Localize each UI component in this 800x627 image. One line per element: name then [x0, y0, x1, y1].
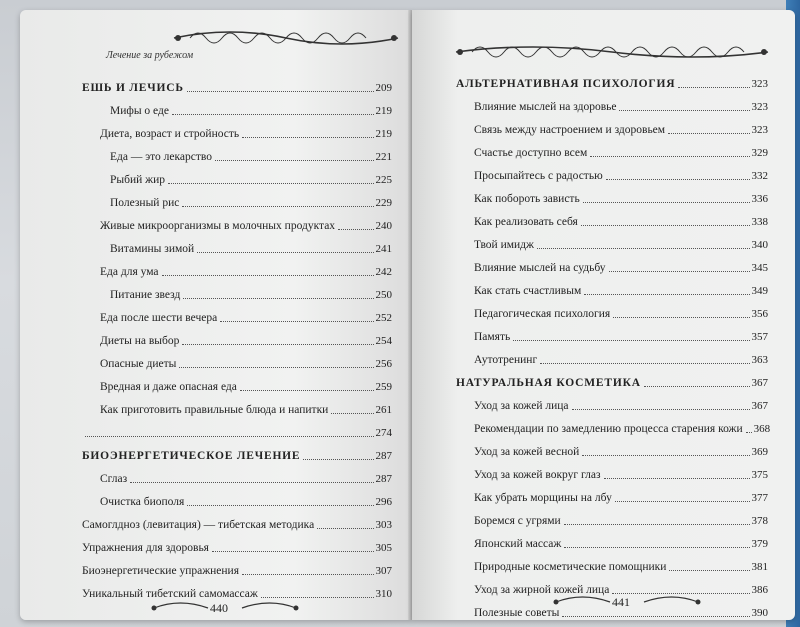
- toc-section: [82, 440, 392, 463]
- toc-entry: [456, 275, 768, 298]
- toc-entry-title: Педагогическая психология: [474, 308, 611, 320]
- toc-page-number: 296: [375, 496, 392, 508]
- toc-entry: [82, 302, 392, 325]
- dot-leader: [242, 574, 373, 575]
- toc-page-number: 274: [375, 427, 392, 439]
- toc-entry-title: Диеты на выбор: [100, 335, 180, 347]
- toc-entry: [456, 229, 768, 252]
- toc-page-number: 219: [375, 128, 392, 140]
- toc-entry-title: Сглаз: [100, 473, 128, 485]
- toc-page-number: 386: [751, 584, 768, 596]
- toc-page-number: 381: [751, 561, 768, 573]
- toc-entry-title: Уход за кожей лица: [474, 400, 569, 412]
- toc-entry-title: НАТУРАЛЬНАЯ КОСМЕТИКА: [456, 377, 641, 389]
- toc-page-number: 338: [751, 216, 768, 228]
- toc-page-number: 368: [753, 423, 771, 435]
- toc-entry: [456, 206, 768, 229]
- dot-leader: [331, 413, 373, 414]
- toc-page-number: 209: [375, 82, 392, 94]
- toc-entry-title: Живые микроорганизмы в молочных продуктах: [100, 220, 336, 232]
- dot-leader: [187, 91, 374, 92]
- toc-entry: [456, 528, 768, 551]
- toc-page-number: 323: [751, 101, 768, 113]
- toc-page-number: 345: [751, 262, 768, 274]
- dot-leader: [746, 432, 752, 433]
- toc-entry-title: Питание звезд: [110, 289, 181, 301]
- toc-entry-title: Мифы о еде: [110, 105, 169, 117]
- toc-entry-title: Боремся с угрями: [474, 515, 561, 527]
- toc-entry: [82, 417, 392, 440]
- toc-section: [82, 72, 392, 95]
- toc-entry-title: Уход за кожей весной: [474, 446, 580, 458]
- toc-page-number: 307: [375, 565, 392, 577]
- toc-entry: [456, 459, 768, 482]
- toc-entry: [82, 394, 392, 417]
- dot-leader: [584, 294, 749, 295]
- dot-leader: [583, 202, 750, 203]
- toc-page-number: 241: [375, 243, 392, 255]
- toc-page-number: 240: [375, 220, 392, 232]
- dot-leader: [669, 570, 749, 571]
- toc-entry-title: Полезные советы: [474, 607, 560, 619]
- toc-entry-title: Уход за жирной кожей лица: [474, 584, 610, 596]
- toc-page-number: 340: [751, 239, 768, 251]
- toc-entry: [82, 279, 392, 302]
- dot-leader: [668, 133, 749, 134]
- toc-page-number: 379: [751, 538, 768, 550]
- toc-entry-title: Японский массаж: [474, 538, 562, 550]
- toc-page-number: 229: [375, 197, 392, 209]
- toc-entry-title: Как стать счастливым: [474, 285, 582, 297]
- toc-page-number: 336: [751, 193, 768, 205]
- toc-entry-title: Биоэнергетические упражнения: [82, 565, 240, 577]
- toc-entry: [82, 371, 392, 394]
- toc-entry: [456, 390, 768, 413]
- toc-page-number: 221: [375, 151, 392, 163]
- dot-leader: [613, 317, 749, 318]
- toc-entry: [456, 413, 771, 436]
- dot-leader: [182, 206, 373, 207]
- toc-entry-title: Еда после шести вечера: [100, 312, 218, 324]
- toc-entry-title: Как убрать морщины на лбу: [474, 492, 612, 504]
- dot-leader: [162, 275, 374, 276]
- toc-entry-title: Упражнения для здоровья: [82, 542, 209, 554]
- toc-entry: [456, 505, 768, 528]
- dot-leader: [619, 110, 749, 111]
- dot-leader: [338, 229, 373, 230]
- dot-leader: [562, 616, 749, 617]
- toc-entry: [82, 141, 392, 164]
- toc-left: [82, 72, 392, 601]
- dot-leader: [187, 505, 373, 506]
- toc-page-number: 375: [751, 469, 768, 481]
- toc-page-number: 369: [751, 446, 768, 458]
- toc-entry-title: Твой имидж: [474, 239, 534, 251]
- toc-page-number: 261: [375, 404, 392, 416]
- toc-page-number: 287: [375, 473, 392, 485]
- toc-entry: [456, 551, 768, 574]
- toc-entry-title: Уход за кожей вокруг глаз: [474, 469, 601, 481]
- toc-entry-title: АЛЬТЕРНАТИВНАЯ ПСИХОЛОГИЯ: [456, 78, 676, 90]
- toc-right: [456, 68, 771, 620]
- toc-entry-title: Аутотренинг: [474, 354, 538, 366]
- toc-entry: [82, 486, 392, 509]
- toc-page-number: 367: [751, 377, 768, 389]
- toc-entry-title: Память: [474, 331, 511, 343]
- toc-entry-title: Вредная и даже опасная еда: [100, 381, 237, 393]
- toc-page-number: 349: [751, 285, 768, 297]
- toc-page-number: 356: [751, 308, 768, 320]
- open-book: [20, 10, 795, 620]
- toc-entry: [456, 436, 768, 459]
- toc-entry: [82, 532, 392, 555]
- dot-leader: [572, 409, 750, 410]
- toc-entry-title: Еда для ума: [100, 266, 159, 278]
- toc-page-number: 323: [751, 78, 768, 90]
- toc-entry: [82, 348, 392, 371]
- toc-section: [456, 68, 768, 91]
- toc-entry: [82, 509, 392, 532]
- toc-page-number: 329: [751, 147, 768, 159]
- toc-page-number: 390: [751, 607, 768, 619]
- dot-leader: [130, 482, 373, 483]
- dot-leader: [183, 298, 373, 299]
- toc-page-number: 250: [375, 289, 392, 301]
- toc-entry: [456, 344, 768, 367]
- dot-leader: [644, 386, 750, 387]
- toc-page-number: 367: [751, 400, 768, 412]
- toc-entry-title: Как побороть зависть: [474, 193, 580, 205]
- dot-leader: [537, 248, 750, 249]
- toc-entry-title: Очистка биополя: [100, 496, 185, 508]
- toc-page-number: 259: [375, 381, 392, 393]
- toc-page-number: 323: [751, 124, 768, 136]
- toc-entry-title: Опасные диеты: [100, 358, 177, 370]
- toc-entry: [82, 210, 392, 233]
- toc-entry-title: БИОЭНЕРГЕТИЧЕСКОЕ ЛЕЧЕНИЕ: [82, 450, 301, 462]
- dot-leader: [242, 137, 373, 138]
- toc-page-number: 303: [375, 519, 392, 531]
- toc-entry-title: Счастье доступно всем: [474, 147, 588, 159]
- toc-entry: [82, 256, 392, 279]
- dot-leader: [220, 321, 373, 322]
- toc-entry-title: Рекомендации по замедлению процесса старения кожи: [474, 423, 743, 435]
- top-ornament-right: [452, 38, 772, 68]
- dot-leader: [85, 436, 374, 437]
- toc-entry-title: Самоглдноз (левитация) — тибетская методика: [82, 519, 315, 531]
- toc-page-number: 363: [751, 354, 768, 366]
- toc-entry-title: Как реализовать себя: [474, 216, 578, 228]
- toc-entry: [456, 298, 768, 321]
- top-ornament-left: [170, 18, 402, 58]
- page-number-left: 440: [210, 601, 228, 615]
- toc-entry: [82, 164, 392, 187]
- toc-entry: [456, 137, 768, 160]
- page-number-right: 441: [612, 595, 630, 609]
- dot-leader: [582, 455, 749, 456]
- toc-entry-title: Связь между настроением и здоровьем: [474, 124, 666, 136]
- toc-entry: [456, 252, 768, 275]
- toc-entry-title: ЕШЬ И ЛЕЧИСЬ: [82, 82, 184, 94]
- dot-leader: [215, 160, 373, 161]
- toc-entry-title: Еда — это лекарство: [110, 151, 213, 163]
- toc-entry-title: Уникальный тибетский самомассаж: [82, 588, 258, 600]
- toc-page-number: 252: [375, 312, 392, 324]
- toc-entry: [82, 463, 392, 486]
- toc-page-number: 357: [751, 331, 768, 343]
- toc-section: [456, 367, 768, 390]
- dot-leader: [615, 501, 750, 502]
- dot-leader: [564, 547, 749, 548]
- toc-entry-title: Просыпайтесь с радостью: [474, 170, 603, 182]
- toc-page-number: 287: [375, 450, 392, 462]
- toc-entry: [82, 325, 392, 348]
- toc-entry-title: Природные косметические помощники: [474, 561, 667, 573]
- dot-leader: [604, 478, 750, 479]
- toc-entry: [82, 555, 392, 578]
- toc-page-number: 254: [375, 335, 392, 347]
- toc-entry-title: Влияние мыслей на здоровье: [474, 101, 617, 113]
- dot-leader: [609, 271, 750, 272]
- toc-page-number: 225: [375, 174, 392, 186]
- toc-page-number: 219: [375, 105, 392, 117]
- toc-entry: [82, 118, 392, 141]
- dot-leader: [317, 528, 373, 529]
- dot-leader: [606, 179, 750, 180]
- running-head: Лечение за рубежом: [106, 50, 194, 61]
- dot-leader: [540, 363, 749, 364]
- toc-page-number: 256: [375, 358, 392, 370]
- toc-entry: [456, 321, 768, 344]
- dot-leader: [513, 340, 749, 341]
- toc-entry-title: Полезный рис: [110, 197, 180, 209]
- dot-leader: [182, 344, 373, 345]
- dot-leader: [564, 524, 750, 525]
- toc-entry: [456, 114, 768, 137]
- toc-page-number: 310: [375, 588, 392, 600]
- dot-leader: [590, 156, 749, 157]
- toc-entry: [82, 187, 392, 210]
- toc-entry-title: Рыбий жир: [110, 174, 166, 186]
- toc-entry: [82, 95, 392, 118]
- toc-page-number: 377: [751, 492, 768, 504]
- dot-leader: [678, 87, 749, 88]
- toc-page-number: 378: [751, 515, 768, 527]
- toc-page-number: 305: [375, 542, 392, 554]
- dot-leader: [240, 390, 374, 391]
- toc-entry: [456, 91, 768, 114]
- left-page: [20, 10, 412, 620]
- toc-entry: [456, 183, 768, 206]
- toc-entry-title: Витамины зимой: [110, 243, 195, 255]
- dot-leader: [581, 225, 750, 226]
- toc-entry-title: Диета, возраст и стройность: [100, 128, 240, 140]
- dot-leader: [303, 459, 373, 460]
- toc-page-number: 332: [751, 170, 768, 182]
- toc-entry: [456, 482, 768, 505]
- toc-entry: [456, 160, 768, 183]
- right-page: [412, 10, 795, 620]
- dot-leader: [197, 252, 373, 253]
- toc-entry-title: Как приготовить правильные блюда и напитки: [100, 404, 329, 416]
- dot-leader: [168, 183, 373, 184]
- toc-entry: [82, 233, 392, 256]
- dot-leader: [212, 551, 374, 552]
- toc-page-number: 242: [375, 266, 392, 278]
- dot-leader: [172, 114, 374, 115]
- dot-leader: [179, 367, 373, 368]
- toc-entry-title: Влияние мыслей на судьбу: [474, 262, 606, 274]
